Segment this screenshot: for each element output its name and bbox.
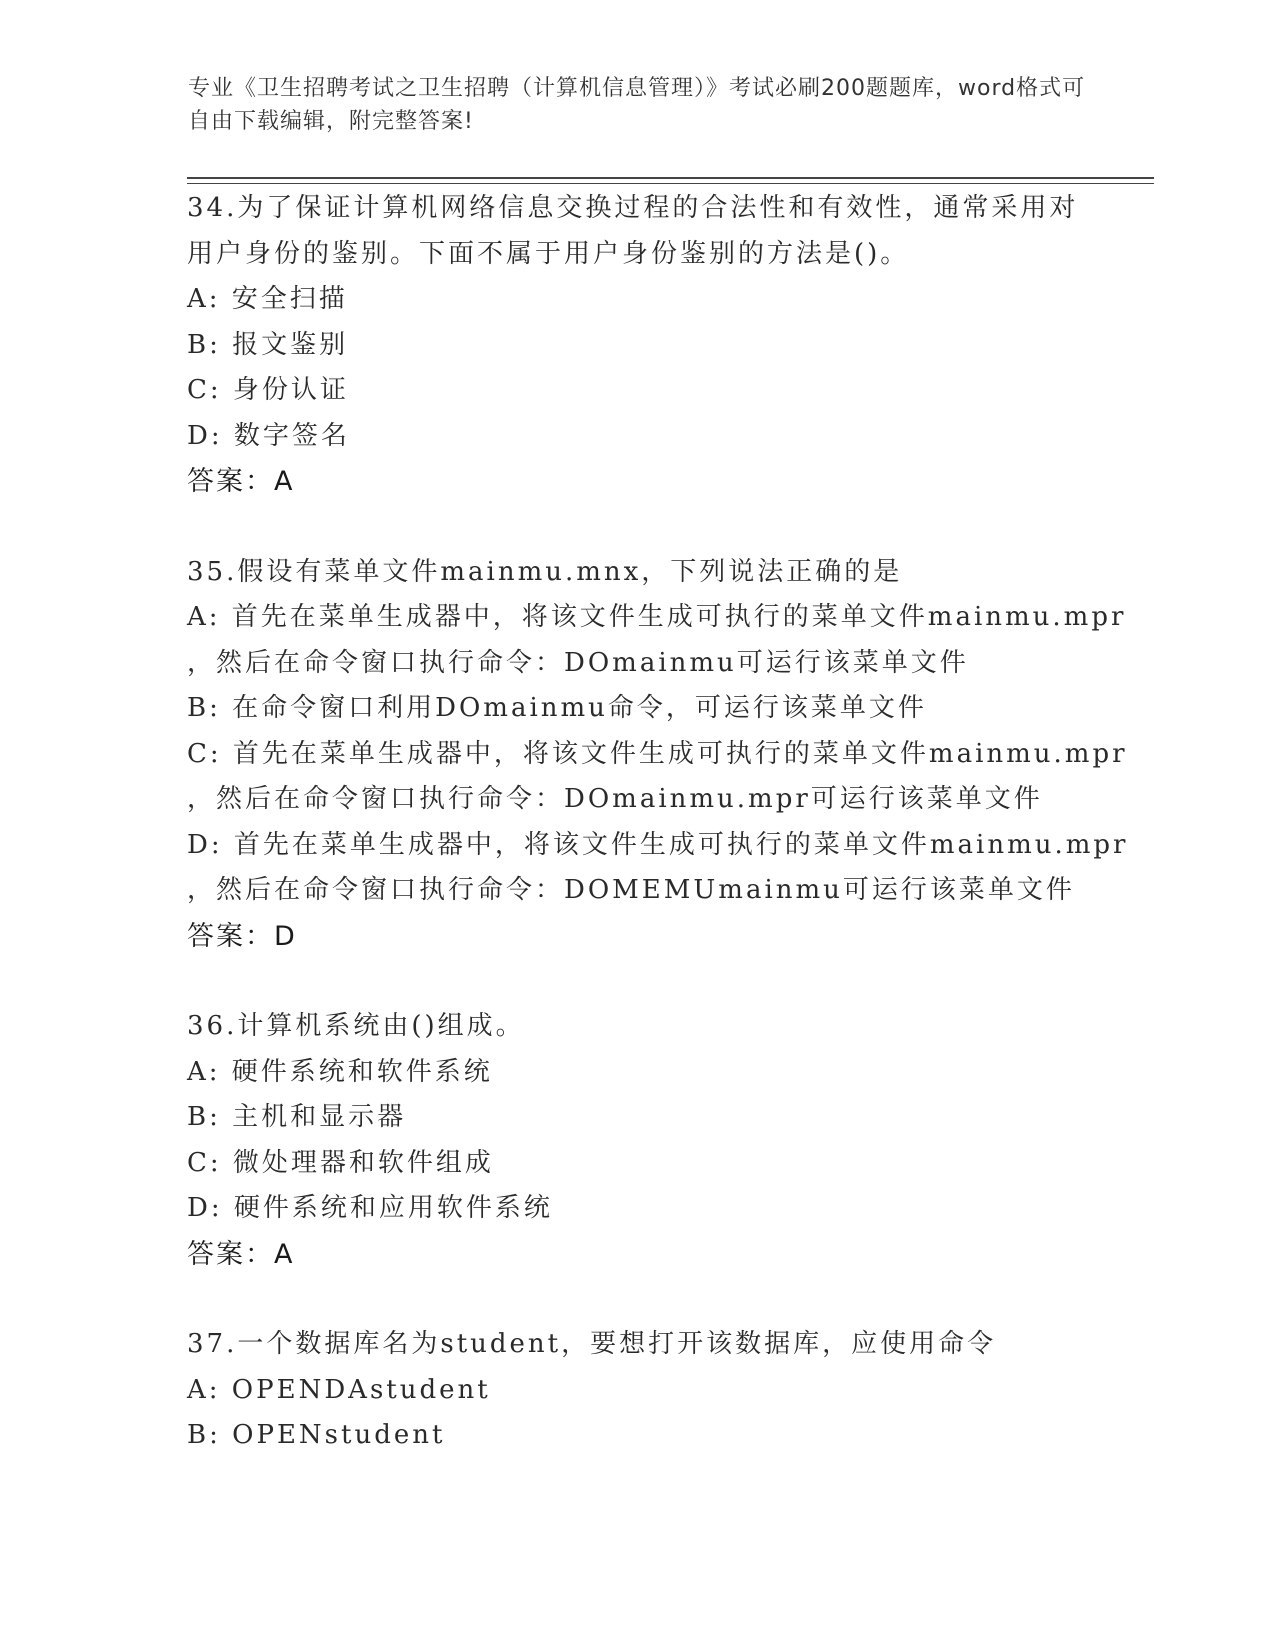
question-line: ，然后在命令窗口执行命令：DOmainmu可运行该菜单文件 — [187, 647, 969, 678]
question-line: B: OPENstudent — [187, 1420, 446, 1450]
question-line: B: 在命令窗口利用DOmainmu命令，可运行该菜单文件 — [187, 693, 927, 723]
question-line: C: 微处理器和软件组成 — [187, 1147, 494, 1178]
question-block — [187, 1322, 1087, 1459]
question-line: D: 首先在菜单生成器中，将该文件生成可执行的菜单文件mainmu.mpr — [187, 829, 1129, 860]
question-line: 用户身份的鉴别。下面不属于用户身份鉴别的方法是()。 — [187, 238, 910, 269]
question-line: D: 数字签名 — [187, 420, 350, 451]
question-line: B: 主机和显示器 — [187, 1102, 407, 1132]
question-list — [187, 186, 1129, 1504]
question-block — [187, 1004, 1087, 1277]
question-block — [187, 186, 1087, 505]
answer-line: 答案：A — [187, 466, 295, 497]
question-stem: 35.假设有菜单文件mainmu.mnx，下列说法正确的是 — [187, 556, 903, 587]
question-stem: 37.一个数据库名为student，要想打开该数据库，应使用命令 — [187, 1329, 997, 1359]
header-divider-thick — [187, 177, 1154, 179]
question-line: A: 首先在菜单生成器中，将该文件生成可执行的菜单文件mainmu.mpr — [187, 602, 1127, 632]
question-stem: 36.计算机系统由()组成。 — [187, 1011, 525, 1041]
question-line: A: 硬件系统和软件系统 — [187, 1056, 493, 1087]
question-line: A: 安全扫描 — [187, 284, 348, 314]
question-stem: 34.为了保证计算机网络信息交换过程的合法性和有效性，通常采用对 — [187, 193, 1079, 223]
question-line: A: OPENDAstudent — [187, 1374, 491, 1405]
question-block — [187, 550, 1129, 960]
answer-line: 答案：D — [187, 920, 297, 952]
question-line: B: 报文鉴别 — [187, 329, 349, 360]
document-header: 专业《卫生招聘考试之卫生招聘（计算机信息管理）》考试必刷200题题库，word格式可自由下载编辑，附完整答案! — [188, 76, 1086, 134]
question-line: ，然后在命令窗口执行命令：DOMEMUmainmu可运行该菜单文件 — [187, 875, 1075, 905]
header-divider-thin — [187, 183, 1154, 184]
question-line: D: 硬件系统和应用软件系统 — [187, 1193, 553, 1223]
question-line: C: 首先在菜单生成器中，将该文件生成可执行的菜单文件mainmu.mpr — [187, 738, 1128, 769]
question-line: C: 身份认证 — [187, 375, 349, 405]
question-line: ，然后在命令窗口执行命令：DOmainmu.mpr可运行该菜单文件 — [187, 784, 1043, 814]
answer-line: 答案：A — [187, 1238, 295, 1270]
